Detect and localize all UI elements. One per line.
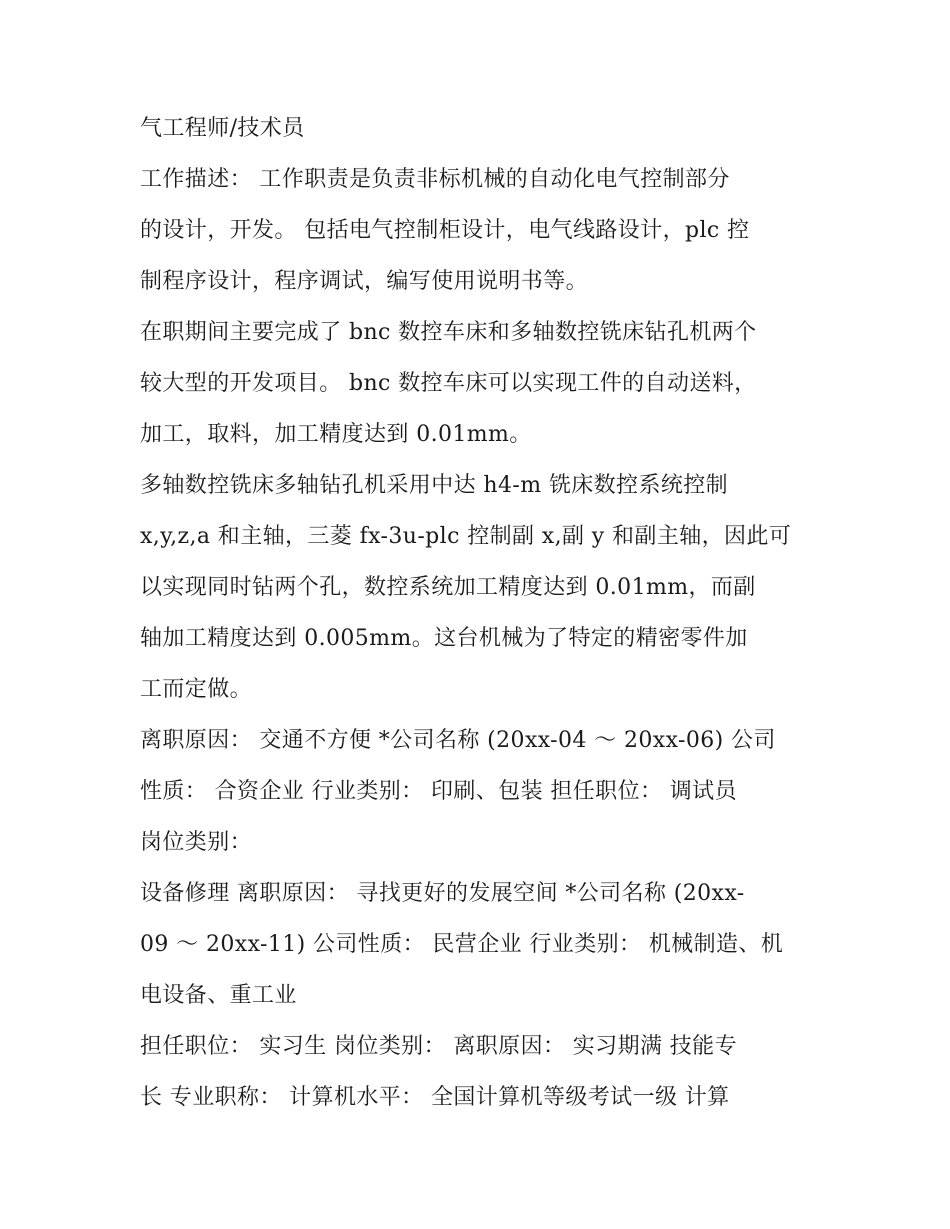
text-line: 09 ～ 20xx-11) 公司性质： 民营企业 行业类别： 机械制造、机 xyxy=(140,932,784,957)
text-line: 性质： 合资企业 行业类别： 印刷、包装 担任职位： 调试员 xyxy=(140,779,737,804)
text-line: 加工，取料，加工精度达到 0.01mm。 xyxy=(140,422,532,447)
text-line: 设备修理 离职原因： 寻找更好的发展空间 *公司名称 (20xx- xyxy=(140,881,745,906)
text-line: 在职期间主要完成了 bnc 数控车床和多轴数控铣床钻孔机两个 xyxy=(140,320,757,345)
text-line: 的设计，开发。 包括电气控制柜设计，电气线路设计，plc 控 xyxy=(140,218,750,243)
text-line: 担任职位： 实习生 岗位类别： 离职原因： 实习期满 技能专 xyxy=(140,1034,737,1059)
text-line: 轴加工精度达到 0.005mm。这台机械为了特定的精密零件加 xyxy=(140,626,748,651)
text-line: 离职原因： 交通不方便 *公司名称 (20xx-04 ～ 20xx-06) 公司 xyxy=(140,728,776,753)
text-line: 电设备、重工业 xyxy=(140,983,297,1008)
text-line: 工而定做。 xyxy=(140,677,253,702)
text-line: 以实现同时钻两个孔，数控系统加工精度达到 0.01mm，而副 xyxy=(140,575,756,600)
text-line: 多轴数控铣床多轴钻孔机采用中达 h4-m 铣床数控系统控制 xyxy=(140,473,729,498)
text-line: x,y,z,a 和主轴，三菱 fx-3u-plc 控制副 x,副 y 和副主轴，因此可 xyxy=(140,524,792,549)
text-line: 较大型的开发项目。 bnc 数控车床可以实现工件的自动送料， xyxy=(140,371,757,396)
text-line: 制程序设计，程序调试，编写使用说明书等。 xyxy=(140,269,589,294)
text-line-job-title: 气工程师/技术员 xyxy=(140,116,305,141)
text-line: 长 专业职称： 计算机水平： 全国计算机等级考试一级 计算 xyxy=(140,1085,730,1110)
text-line: 工作描述： 工作职责是负责非标机械的自动化电气控制部分 xyxy=(140,167,730,192)
text-line: 岗位类别： xyxy=(140,830,253,855)
